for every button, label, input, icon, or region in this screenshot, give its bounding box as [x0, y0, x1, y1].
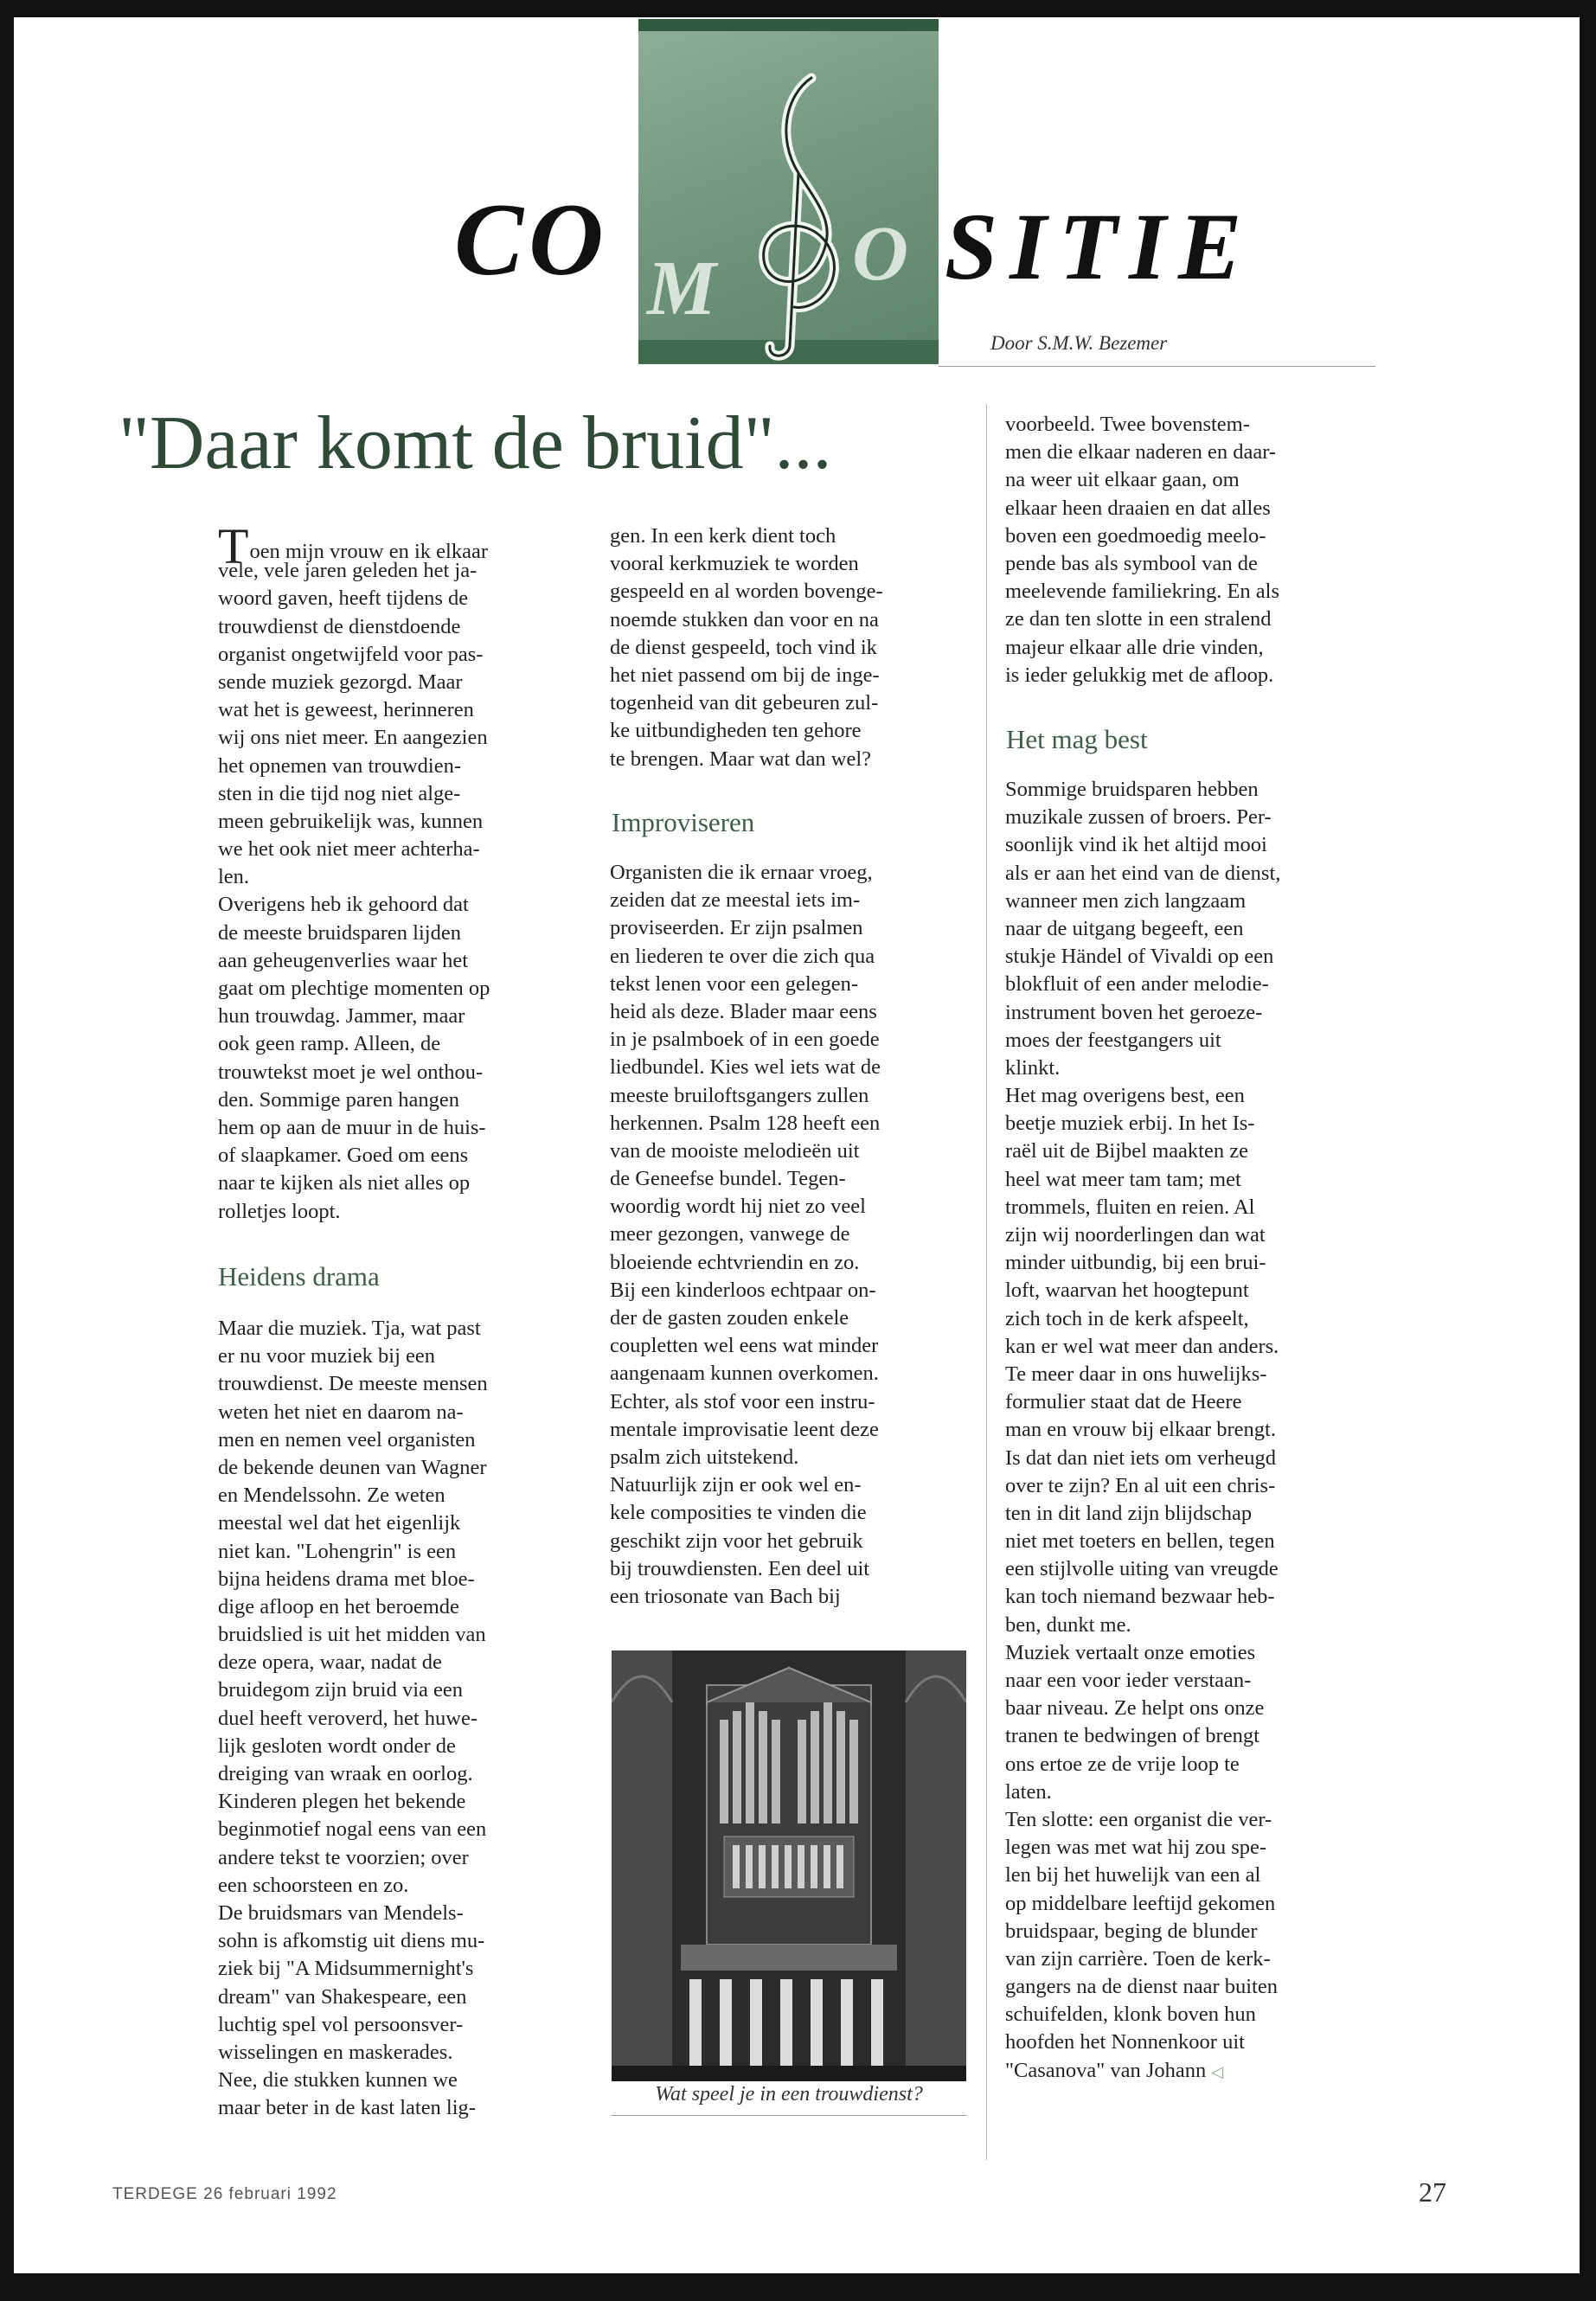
text-line: het niet passend om bij de inge- — [610, 663, 880, 687]
text-line: majeur elkaar alle drie vinden, — [1005, 635, 1264, 659]
publication-footer: TERDEGE 26 februari 1992 — [112, 2185, 337, 2203]
text-line: over te zijn? En al uit een chris- — [1005, 1473, 1276, 1497]
text-line: De bruidsmars van Mendels- — [218, 1900, 464, 1925]
text-line: gespeeld en al worden bovenge- — [610, 580, 883, 604]
text-line: er nu voor muziek bij een — [218, 1344, 436, 1368]
text-line: meestal wel dat het eigenlijk — [218, 1511, 461, 1535]
text-line: Organisten die ik ernaar vroeg, — [610, 861, 873, 884]
text-line: len. — [218, 865, 250, 889]
article-column-1 — [218, 518, 580, 1226]
text-line: bloeiende echtvriendin en zo. — [610, 1250, 860, 1274]
text-line: proviseerden. Er zijn psalmen — [610, 916, 863, 940]
text-line: van zijn carrière. Toen de kerk- — [1005, 1946, 1271, 1971]
photo-caption: Wat speel je in een trouwdienst? — [655, 2083, 923, 2106]
text-line: en liederen te over die zich qua — [610, 944, 875, 968]
text-line: ben, dunkt me. — [1005, 1612, 1131, 1637]
text-line: formulier staat dat de Heere — [1005, 1390, 1242, 1414]
text-line: noemde stukken dan voor en na — [610, 607, 879, 631]
section-title-part-sitie: SITIE — [945, 194, 1254, 299]
text-line: bij trouwdiensten. Een deel uit — [610, 1556, 870, 1580]
text-line: pende bas als symbool van de — [1005, 551, 1258, 575]
text-line: woordig wordt hij niet zo veel — [610, 1195, 866, 1219]
text-line: dream" van Shakespeare, een — [218, 1984, 467, 2009]
text-line: ze dan ten slotte in een stralend — [1005, 607, 1272, 631]
text-line: het opnemen van trouwdien- — [218, 753, 461, 778]
text-line: tekst lenen voor een gelegen- — [610, 971, 859, 996]
text-line: hem op aan de muur in de huis- — [218, 1115, 486, 1139]
text-line: meer gezongen, vanwege de — [610, 1222, 850, 1247]
text-line: zijn wij noorderlingen dan wat — [1005, 1223, 1266, 1247]
caption-rule — [612, 2115, 966, 2116]
text-line: blokfluit of een ander melodie- — [1005, 972, 1269, 997]
text-line: Maar die muziek. Tja, wat past — [218, 1317, 481, 1340]
text-line: vooral kerkmuziek te worden — [610, 552, 859, 576]
text-line: de bekende deunen van Wagner — [218, 1455, 487, 1479]
section-title-part-m: M — [647, 246, 722, 331]
text-line: man en vrouw bij elkaar brengt. — [1005, 1418, 1276, 1442]
text-line: elkaar heen draaien en dat alles — [1005, 496, 1271, 520]
text-line: woord gaven, heeft tijdens de — [218, 586, 469, 611]
text-line: Nee, die stukken kunnen we — [218, 2068, 458, 2093]
text-line: lijk gesloten wordt onder de — [218, 1734, 456, 1758]
text-line: kele composities te vinden die — [610, 1501, 867, 1525]
text-line: legen was met wat hij zou spe- — [1005, 1836, 1267, 1860]
text-line: herkennen. Psalm 128 heeft een — [610, 1111, 881, 1135]
text-line: ke uitbundigheden ten gehore — [610, 719, 862, 743]
drop-cap: T — [218, 518, 249, 574]
text-line: der de gasten zouden enkele — [610, 1306, 849, 1330]
text-line: trouwtekst moet je wel onthou- — [218, 1060, 484, 1084]
text-line: psalm zich uitstekend. — [610, 1445, 799, 1469]
text-line: niet kan. "Lohengrin" is een — [218, 1539, 457, 1563]
text-line: muzikale zussen of broers. Per- — [1005, 805, 1272, 830]
text-line: coupletten wel eens wat minder — [610, 1334, 879, 1358]
text-line: mentale improvisatie leent deze — [610, 1417, 879, 1441]
text-line: bijna heidens drama met bloe- — [218, 1567, 475, 1591]
text-line: minder uitbundig, bij een brui- — [1005, 1251, 1266, 1275]
text-line: aan geheugenverlies waar het — [218, 948, 469, 972]
article-headline: "Daar komt de bruid"... — [119, 401, 832, 485]
text-line: laten. — [1005, 1779, 1052, 1804]
text-line: in je psalmboek of in een goede — [610, 1028, 880, 1052]
text-line: wat het is geweest, herinneren — [218, 698, 474, 722]
text-line: beetje muziek erbij. In het Is- — [1005, 1112, 1255, 1136]
article-column-2-continued — [610, 859, 965, 1611]
text-line: op middelbare leeftijd gekomen — [1005, 1891, 1276, 1915]
page-number: 27 — [1419, 2176, 1446, 2208]
text-line: luchtig spel vol persoonsver- — [218, 2012, 464, 2036]
text-line: Te meer daar in ons huwelijks- — [1005, 1362, 1267, 1386]
text-line: Bij een kinderloos echtpaar on- — [610, 1278, 876, 1302]
text-line: togenheid van dit gebeuren zul- — [610, 691, 879, 715]
subheading-heidens-drama: Heidens drama — [218, 1261, 380, 1292]
text-line: geschikt zijn voor het gebruik — [610, 1529, 863, 1553]
text-line: len bij het huwelijk van een al — [1005, 1863, 1261, 1888]
text-line: te brengen. Maar wat dan wel? — [610, 747, 872, 771]
text-line: klinkt. — [1005, 1055, 1061, 1080]
text-line: of slaapkamer. Goed om eens — [218, 1144, 469, 1168]
text-line: kan toch niemand bezwaar heb- — [1005, 1585, 1275, 1609]
text-line: kan er wel wat meer dan anders. — [1005, 1334, 1279, 1358]
text-line: van de mooiste melodieën uit — [610, 1138, 860, 1163]
scan-border-right — [1580, 0, 1596, 2301]
text-line: meen gebruikelijk was, kunnen — [218, 809, 484, 833]
text-line: men en nemen veel organisten — [218, 1427, 476, 1452]
text-line: Kinderen plegen het bekende — [218, 1790, 466, 1814]
text-line: deze opera, waar, nadat de — [218, 1650, 442, 1675]
text-line: gangers na de dienst naar buiten — [1005, 1975, 1278, 1999]
article-column-3-continued — [1005, 776, 1368, 2085]
section-title-part-o: O — [852, 211, 913, 297]
text-line: we het ook niet meer achterha- — [218, 837, 480, 862]
text-line: trouwdienst de dienstdoende — [218, 614, 461, 638]
text-line: sohn is afkomstig uit diens mu- — [218, 1929, 485, 1953]
text-line: heid als deze. Blader maar eens — [610, 999, 877, 1023]
text-line: een schoorsteen en zo. — [218, 1873, 409, 1897]
text-line: heel wat meer tam tam; met — [1005, 1167, 1241, 1191]
text-line: maar beter in de kast laten lig- — [218, 2096, 476, 2120]
text-line: trommels, fluiten en reien. Al — [1005, 1195, 1255, 1219]
text-line: de meeste bruidsparen lijden — [218, 920, 461, 945]
text-line: Echter, als stof voor een instru- — [610, 1389, 875, 1413]
section-logo-top-band — [638, 19, 939, 31]
text-line: gen. In een kerk dient toch — [610, 524, 836, 548]
text-line: ons ertoe ze de vrije loop te — [1005, 1752, 1240, 1776]
article-column-3 — [1005, 411, 1368, 689]
text-line: meeste bruiloftsgangers zullen — [610, 1083, 869, 1107]
text-line: stukje Händel of Vivaldi op een — [1005, 945, 1274, 969]
text-line: hun trouwdag. Jammer, maar — [218, 1004, 465, 1029]
text-line: soonlijk vind ik het altijd mooi — [1005, 833, 1267, 857]
text-line: een triosonate van Bach bij — [610, 1584, 841, 1608]
text-line: Muziek vertaalt onze emoties — [1005, 1640, 1256, 1664]
text-line: raël uit de Bijbel maakten ze — [1005, 1139, 1248, 1163]
text-line: Ten slotte: een organist die ver- — [1005, 1807, 1272, 1831]
text-line: organist ongetwijfeld voor pas- — [218, 642, 484, 666]
text-line: zich toch in de kerk afspeelt, — [1005, 1306, 1249, 1330]
text-line: ten in dit land zijn blijdschap — [1005, 1501, 1253, 1525]
subheading-improviseren: Improviseren — [612, 807, 755, 837]
article-column-2 — [610, 522, 965, 773]
scan-border-top — [0, 0, 1596, 17]
text-line: sende muziek gezorgd. Maar — [218, 670, 463, 694]
column-divider — [986, 404, 987, 2160]
text-line: en Mendelssohn. Ze weten — [218, 1484, 445, 1508]
text-line: baar niveau. Ze helpt ons onze — [1005, 1696, 1265, 1721]
text-line: rolletjes loopt. — [218, 1199, 341, 1223]
text-line: dreiging van wraak en oorlog. — [218, 1762, 473, 1785]
text-line: Overigens heb ik gehoord dat — [218, 893, 469, 917]
section-title-part-co: CO — [454, 182, 609, 297]
text-line: dige afloop en het beroemde — [218, 1594, 459, 1618]
text-line: instrument boven het geroeze- — [1005, 1000, 1263, 1024]
text-line: naar de uitgang begeeft, een — [1005, 916, 1244, 940]
text-line: bruidspaar, beging de blunder — [1005, 1919, 1258, 1943]
text-line: vele, vele jaren geleden het ja- — [218, 559, 478, 583]
text-line: ook geen ramp. Alleen, de — [218, 1032, 441, 1056]
text-line: de Geneefse bundel. Tegen- — [610, 1167, 846, 1191]
text-line: bruidegom zijn bruid via een — [218, 1678, 464, 1702]
text-line: men die elkaar naderen en daar- — [1005, 440, 1277, 465]
text-line: wisselingen en maskerades. — [218, 2040, 453, 2064]
text-line: loft, waarvan het hoogtepunt — [1005, 1279, 1249, 1303]
text-line: duel heeft veroverd, het huwe- — [218, 1706, 478, 1730]
church-organ-image — [612, 1650, 966, 2081]
text-line: beginmotief nogal eens van een — [218, 1817, 487, 1842]
text-line: wanneer men zich langzaam — [1005, 888, 1247, 913]
text-line: na weer uit elkaar gaan, om — [1005, 468, 1240, 492]
text-line: wij ons niet meer. En aangezien — [218, 726, 488, 750]
text-line: moes der feestgangers uit — [1005, 1028, 1221, 1052]
text-line: hoofden het Nonnenkoor uit — [1005, 2030, 1245, 2054]
byline-rule — [939, 366, 1375, 367]
text-line: meelevende familiekring. En als — [1005, 580, 1280, 604]
text-line: boven een goedmoedig meelo- — [1005, 523, 1266, 548]
text-line: liedbundel. Kies wel iets wat de — [610, 1055, 881, 1080]
text-line: sten in die tijd nog niet alge- — [218, 781, 461, 805]
text-line: trouwdienst. De meeste mensen — [218, 1372, 488, 1396]
text-line: gaat om plechtige momenten op — [218, 977, 490, 1000]
text-line: weten het niet en daarom na- — [218, 1400, 464, 1424]
text-line: andere tekst te voorzien; over — [218, 1845, 469, 1869]
text-line: niet met toeters en bellen, tegen — [1005, 1529, 1275, 1554]
organ-photo — [612, 1650, 966, 2081]
scan-border-bottom — [0, 2273, 1596, 2301]
text-line: naar een voor ieder verstaan- — [1005, 1669, 1252, 1692]
text-line: den. Sommige paren hangen — [218, 1087, 459, 1112]
text-line: is ieder gelukkig met de afloop. — [1005, 663, 1274, 687]
byline: Door S.M.W. Bezemer — [990, 332, 1168, 354]
subheading-het-mag-best: Het mag best — [1006, 724, 1148, 754]
text-line: tranen te bedwingen of brengt — [1005, 1724, 1259, 1748]
text-line: ziek bij "A Midsummernight's — [218, 1957, 474, 1981]
text-line: Sommige bruidsparen hebben — [1005, 778, 1259, 801]
text-line: Natuurlijk zijn er ook wel en- — [610, 1473, 862, 1497]
text-line: aangenaam kunnen overkomen. — [610, 1362, 879, 1386]
text-line-last — [1005, 2057, 1368, 2085]
text-line: bruidslied is uit het midden van — [218, 1623, 486, 1647]
text-line-content: oen mijn vrouw en ik elkaar — [249, 540, 488, 563]
text-line: voorbeeld. Twee bovenstem- — [1005, 413, 1250, 436]
text-line: Is dat dan niet iets om verheugd — [1005, 1445, 1276, 1470]
text-line: als er aan het eind van de dienst, — [1005, 861, 1281, 885]
text-line: een stijlvolle uiting van vreugde — [1005, 1557, 1279, 1581]
article-column-1-continued — [218, 1315, 580, 2122]
text-line: zeiden dat ze meestal iets im- — [610, 888, 861, 913]
text-line: Het mag overigens best, een — [1005, 1084, 1245, 1108]
text-line-content: "Casanova" van Johann — [1005, 2058, 1207, 2082]
scan-border-left — [0, 0, 14, 2301]
end-of-article-icon: ◁ — [1211, 2062, 1224, 2080]
text-line: de dienst gespeeld, toch vind ik — [610, 635, 877, 659]
text-line: naar te kijken als niet alles op — [218, 1171, 471, 1195]
text-line: schuifelden, klonk boven hun — [1005, 2003, 1256, 2027]
